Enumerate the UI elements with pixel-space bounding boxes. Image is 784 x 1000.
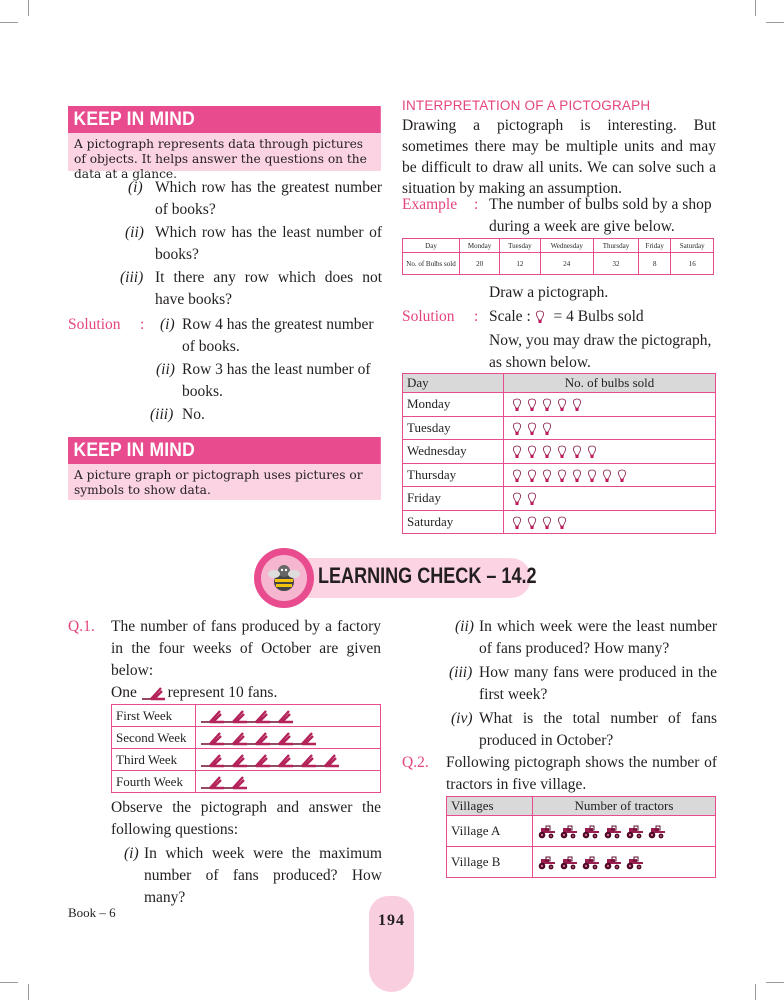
solution-list: [150, 314, 382, 426]
fan-week: Fourth Week: [112, 771, 196, 793]
bulb-icon: [572, 445, 582, 459]
q1-sub-item: (iv) What is the total number of fans produced in October?: [451, 710, 717, 749]
keep-in-mind-text: A pictograph represents data through pictures of objects. It helps answer the questions on the data at a glance.: [68, 133, 381, 171]
q1-key: One represent 10 fans.: [111, 684, 278, 701]
bulb-icon: [542, 398, 552, 412]
keep-in-mind-box-2: [68, 437, 381, 500]
fan-icons: [196, 749, 381, 771]
pictograph-col-count: No. of bulbs sold: [504, 374, 716, 393]
bulb-icon: [557, 398, 567, 412]
fan-icon: [223, 774, 249, 790]
pictograph-row: [403, 440, 716, 464]
tractor-pictograph: [446, 796, 716, 878]
bulb-icon: [572, 398, 582, 412]
question-item: (iii) It there any row which does not have books?: [120, 269, 382, 308]
q2-label: Q.2.: [402, 754, 429, 771]
solution-colon: :: [140, 316, 145, 333]
pictograph-col-day: Day: [403, 374, 504, 393]
fan-icons: [196, 727, 381, 749]
keep-in-mind-box-1: [68, 106, 381, 181]
learning-check-badge: [254, 548, 314, 608]
page-number-tab: [369, 896, 414, 992]
bulb-icon: [512, 398, 522, 412]
tractor-icons: [533, 847, 716, 878]
bulb-icon: [512, 445, 522, 459]
tractor-row: [447, 816, 716, 847]
pictograph-bulbs: [504, 487, 716, 511]
fan-icon: [269, 708, 295, 724]
pictograph-row: [403, 510, 716, 534]
table-header-cell: Wednesday: [540, 239, 594, 253]
pictograph-day: Friday: [403, 487, 504, 511]
bulb-icon: [512, 422, 522, 436]
solution-item: (ii) Row 3 has the least number of books.: [156, 361, 371, 400]
tractor-icon: [537, 825, 556, 839]
bulb-icon: [557, 445, 567, 459]
bulb-icon: [572, 469, 582, 483]
fan-row: [112, 749, 381, 771]
fan-icons: [196, 771, 381, 793]
bulb-icon: [527, 516, 537, 530]
q2-text: Following pictograph shows the number of tractors in five village.: [446, 754, 717, 793]
pictograph-day: Monday: [403, 393, 504, 417]
bulb-icon: [527, 422, 537, 436]
keep-in-mind-text: A picture graph or pictograph uses pictures or symbols to show data.: [68, 464, 381, 500]
scale-line: Scale : = 4 Bulbs sold: [489, 308, 644, 325]
pictograph-day: Wednesday: [403, 440, 504, 464]
intro-paragraph: Drawing a pictograph is interesting. But sometimes there may be multiple units and may be difficult to draw all units. We can solve such a situation by making an assumption.: [402, 117, 716, 197]
solution-label: Solution: [68, 316, 121, 333]
pictograph-row: [403, 393, 716, 417]
table-header-cell: Day: [403, 239, 460, 253]
bulb-icon: [527, 469, 537, 483]
bulb-icon: [512, 492, 522, 506]
table-header-cell: Thursday: [594, 239, 639, 253]
draw-instruction: Draw a pictograph.: [489, 284, 609, 301]
example-label: Example: [402, 196, 458, 213]
table-cell: 12: [500, 253, 540, 275]
q1-observe: Observe the pictograph and answer the following questions:: [111, 799, 381, 838]
solution-label-right: Solution: [402, 308, 455, 325]
tractor-icon: [603, 825, 622, 839]
table-header-cell: Saturday: [671, 239, 714, 253]
q1-label: Q.1.: [68, 618, 95, 635]
table-cell: 20: [460, 253, 500, 275]
bulb-icon: [512, 516, 522, 530]
bulb-icon: [542, 469, 552, 483]
fan-row: [112, 771, 381, 793]
tractor-col-count: Number of tractors: [533, 797, 716, 816]
bulb-icon: [557, 469, 567, 483]
learning-check-title: LEARNING CHECK – 14.2: [318, 563, 537, 588]
pictograph-day: Tuesday: [403, 416, 504, 440]
pictograph-row: [403, 487, 716, 511]
pictograph-bulbs: [504, 510, 716, 534]
bulb-icon: [557, 516, 567, 530]
fan-icon: [292, 730, 318, 746]
pictograph-bulbs: [504, 393, 716, 417]
q1-text: The number of fans produced by a factory in the four weeks of October are given below:: [111, 618, 381, 679]
bulb-icon: [512, 469, 522, 483]
tractor-village: Village B: [447, 847, 533, 878]
keep-in-mind-title: KEEP IN MIND: [68, 437, 381, 464]
fan-row: [112, 705, 381, 727]
tractor-icon: [603, 856, 622, 870]
fan-icon: [315, 752, 341, 768]
bulb-icon: [527, 492, 537, 506]
tractor-row: [447, 847, 716, 878]
example-text: The number of bulbs sold by a shop during a week are give below.: [489, 196, 712, 235]
bulbs-data-table: [402, 238, 714, 275]
fan-row: [112, 727, 381, 749]
fan-week: Second Week: [112, 727, 196, 749]
table-row-label: No. of Bulbs sold: [403, 253, 460, 275]
solution-item: (i) Row 4 has the greatest number of books.: [160, 316, 374, 355]
fan-pictograph: [111, 704, 381, 793]
fan-icons: [196, 705, 381, 727]
tractor-icon: [625, 856, 644, 870]
section-heading: INTERPRETATION OF A PICTOGRAPH: [402, 98, 651, 113]
fan-week: First Week: [112, 705, 196, 727]
bee-icon: [266, 560, 302, 596]
q1-sub-list: [449, 616, 717, 752]
bulb-icon: [542, 516, 552, 530]
table-header-cell: Tuesday: [500, 239, 540, 253]
fan-icon: [141, 685, 167, 701]
pictograph-day: Thursday: [403, 463, 504, 487]
bulb-icon: [542, 445, 552, 459]
page-number: 194: [378, 912, 405, 929]
bulb-pictograph: [402, 373, 716, 534]
table-cell: 8: [638, 253, 670, 275]
question-item: (ii) Which row has the least number of books?: [125, 224, 382, 263]
bulb-icon: [542, 422, 552, 436]
tractor-icon: [537, 856, 556, 870]
pictograph-rows: [403, 393, 716, 534]
now-text: Now, you may draw the pictograph, as shown below.: [489, 332, 712, 371]
bulb-icon: [587, 445, 597, 459]
bulb-icon: [535, 310, 545, 324]
tractor-icon: [647, 825, 666, 839]
pictograph-row: [403, 416, 716, 440]
example-colon: :: [474, 196, 479, 213]
tractor-icons: [533, 816, 716, 847]
pictograph-day: Saturday: [403, 510, 504, 534]
tractor-icon: [581, 825, 600, 839]
keep-in-mind-title: KEEP IN MIND: [68, 106, 381, 133]
solution-item: (iii) No.: [150, 406, 205, 423]
bulb-icon: [527, 445, 537, 459]
book-label: Book – 6: [68, 905, 116, 920]
pictograph-bulbs: [504, 440, 716, 464]
table-cell: 16: [671, 253, 714, 275]
table-cell: 24: [540, 253, 594, 275]
tractor-icon: [581, 856, 600, 870]
tractor-col-villages: Villages: [447, 797, 533, 816]
tractor-village: Village A: [447, 816, 533, 847]
question-item: (i) Which row has the greatest number of books?: [128, 179, 382, 218]
tractor-icon: [625, 825, 644, 839]
bulb-icon: [617, 469, 627, 483]
q1-sub-item: (ii) In which week were the least number of fans produced? How many?: [455, 618, 717, 657]
tractor-icon: [559, 856, 578, 870]
bulb-icon: [587, 469, 597, 483]
pictograph-bulbs: [504, 463, 716, 487]
pictograph-bulbs: [504, 416, 716, 440]
q1-sub-i: (i) In which week were the maximum number of fans produced? How many?: [124, 845, 382, 906]
tractor-icon: [559, 825, 578, 839]
solution-colon-right: :: [474, 308, 479, 325]
table-cell: 32: [594, 253, 639, 275]
table-header-cell: Monday: [460, 239, 500, 253]
question-list: [120, 177, 382, 311]
bulb-icon: [602, 469, 612, 483]
q1-sub-item: (iii) How many fans were produced in the first week?: [449, 664, 717, 703]
fan-week: Third Week: [112, 749, 196, 771]
table-header-cell: Friday: [638, 239, 670, 253]
bulb-icon: [527, 398, 537, 412]
pictograph-row: [403, 463, 716, 487]
